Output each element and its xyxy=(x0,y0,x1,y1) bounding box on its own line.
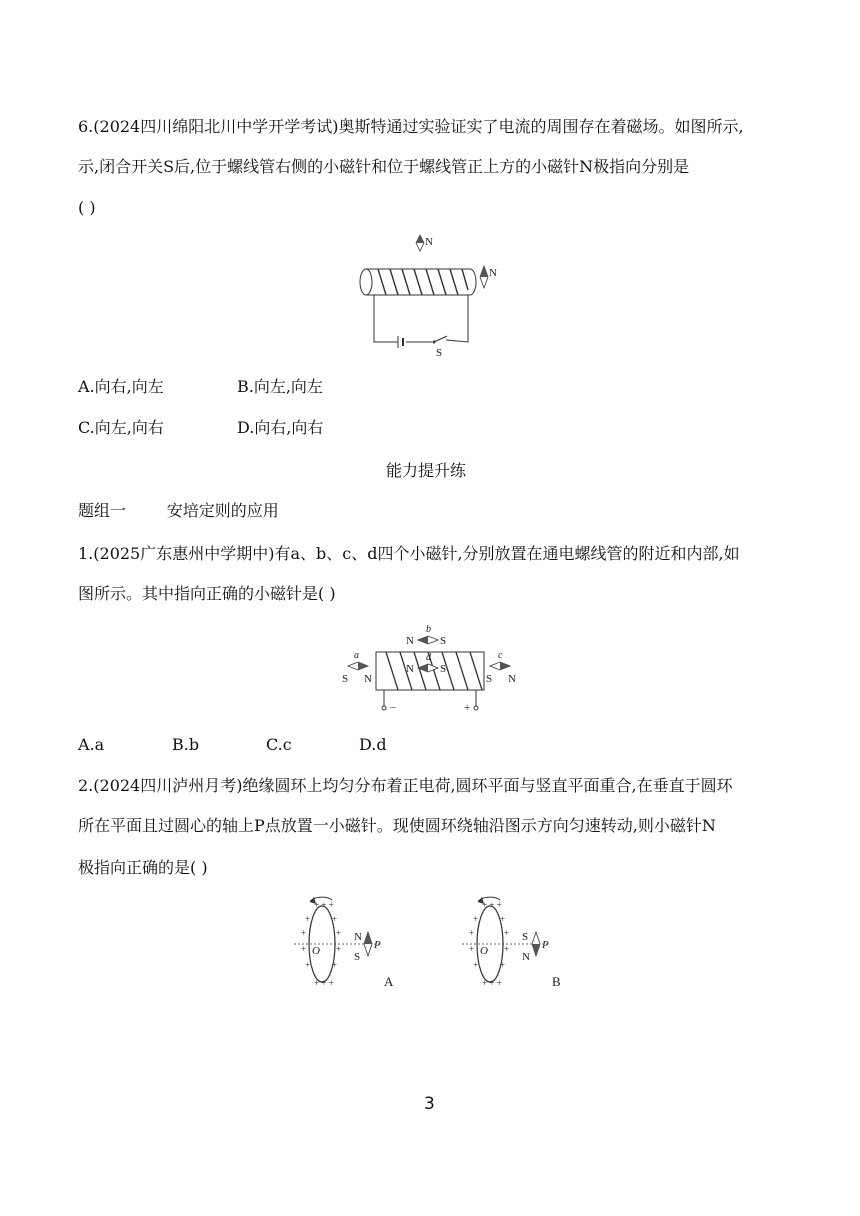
svg-text:+ + +: + + + xyxy=(482,900,502,910)
fig-a-p: P xyxy=(374,939,381,951)
ring-a-center-o: O xyxy=(312,945,320,957)
q6-option-c: C.向左,向右 xyxy=(78,418,164,437)
solenoid xyxy=(360,269,476,295)
q6-answer-blank: ( ) xyxy=(78,198,96,217)
q1-line2: 图所示。其中指向正确的小磁针是( ) xyxy=(78,584,336,603)
page-number: 3 xyxy=(424,1094,435,1114)
compass-b-label: b xyxy=(426,624,431,635)
q6-line2: 示,闭合开关S后,位于螺线管右侧的小磁针和位于螺线管正上方的小磁针N极指向分别是 xyxy=(78,157,690,176)
solenoid-compass-figure xyxy=(338,622,528,714)
compass-d-n: N xyxy=(406,663,414,675)
compass-right-n: N xyxy=(489,267,497,279)
q1-option-d: D.d xyxy=(359,735,387,754)
compass-c-s: S xyxy=(486,673,493,685)
svg-text:+: + xyxy=(469,944,475,954)
q2-line3: 极指向正确的是( ) xyxy=(78,858,208,877)
compass-d-label: d xyxy=(426,652,431,663)
fig-b-label: B xyxy=(552,974,561,989)
compass-b xyxy=(406,624,446,647)
switch-s xyxy=(433,336,448,359)
section-title: 能力提升练 xyxy=(386,461,467,480)
q1-option-c: C.c xyxy=(266,735,292,754)
q1-line1: 1.(2025广东惠州中学期中)有a、b、c、d四个小磁针,分别放置在通电螺线管的附近和内部,如 xyxy=(78,544,740,563)
q1-option-b: B.b xyxy=(172,735,200,754)
compass-d xyxy=(406,652,446,675)
fig-a-n: N xyxy=(354,931,362,943)
ring-b-center-o: O xyxy=(480,945,488,957)
compass-d-s: S xyxy=(440,663,447,675)
svg-text:+: + xyxy=(469,928,475,938)
svg-text:+: + xyxy=(504,928,510,938)
svg-text:+: + xyxy=(500,914,506,924)
svg-text:+: + xyxy=(305,960,311,970)
q6-option-d: D.向右,向右 xyxy=(237,418,324,437)
compass-fig-a xyxy=(364,932,372,956)
svg-text:+: + xyxy=(504,944,510,954)
ring-figure-a xyxy=(292,890,402,994)
svg-text:+: + xyxy=(336,944,342,954)
q2-line2: 所在平面且过圆心的轴上P点放置一小磁针。现使圆环绕轴沿图示方向匀速转动,则小磁针N xyxy=(78,816,716,835)
q6-option-b: B.向左,向左 xyxy=(237,377,323,396)
compass-c xyxy=(486,650,516,685)
compass-a xyxy=(342,650,372,685)
ring-figure-b xyxy=(460,890,570,994)
fig-b-p: P xyxy=(542,939,549,951)
svg-text:+: + xyxy=(500,960,506,970)
svg-text:+ + +: + + + xyxy=(314,978,334,988)
compass-top xyxy=(416,235,433,251)
q6-line1: 6.(2024四川绵阳北川中学开学考试)奥斯特通过实验证实了电流的周围存在着磁场。如图所示, xyxy=(78,117,744,136)
circuit-wires xyxy=(374,295,468,342)
compass-a-label: a xyxy=(354,650,359,661)
compass-fig-b xyxy=(532,932,540,956)
svg-text:+: + xyxy=(305,914,311,924)
q6-option-a: A.向右,向左 xyxy=(78,377,164,396)
q2-line1: 2.(2024四川泸州月考)绝缘圆环上均匀分布着正电荷,圆环平面与竖直平面重合,在垂直于圆环 xyxy=(78,776,733,795)
svg-text:+ + +: + + + xyxy=(482,978,502,988)
svg-text:+: + xyxy=(336,928,342,938)
compass-b-s: S xyxy=(440,635,447,647)
compass-c-n: N xyxy=(508,673,516,685)
compass-a-n: N xyxy=(364,673,372,685)
switch-label: S xyxy=(436,347,443,359)
svg-text:+: + xyxy=(332,960,338,970)
solenoid-circuit-figure xyxy=(350,230,510,360)
svg-text:+: + xyxy=(473,914,479,924)
fig-b-n: N xyxy=(522,951,530,963)
battery xyxy=(398,336,403,348)
fig-a-label: A xyxy=(384,974,394,989)
svg-text:+: + xyxy=(332,914,338,924)
svg-text:+: + xyxy=(473,960,479,970)
q1-option-a: A.a xyxy=(78,735,105,754)
terminal-minus: − xyxy=(390,702,397,714)
compass-right xyxy=(480,266,497,288)
svg-text:+: + xyxy=(301,944,307,954)
fig-b-s: S xyxy=(522,931,529,943)
fig-a-s: S xyxy=(354,951,361,963)
group-title: 题组一 安培定则的应用 xyxy=(78,501,279,520)
svg-text:+ + +: + + + xyxy=(314,900,334,910)
compass-a-s: S xyxy=(342,673,349,685)
compass-c-label: c xyxy=(498,650,503,661)
terminal-plus: + xyxy=(464,702,471,714)
compass-top-n: N xyxy=(425,236,433,248)
compass-b-n: N xyxy=(406,635,414,647)
svg-text:+: + xyxy=(301,928,307,938)
